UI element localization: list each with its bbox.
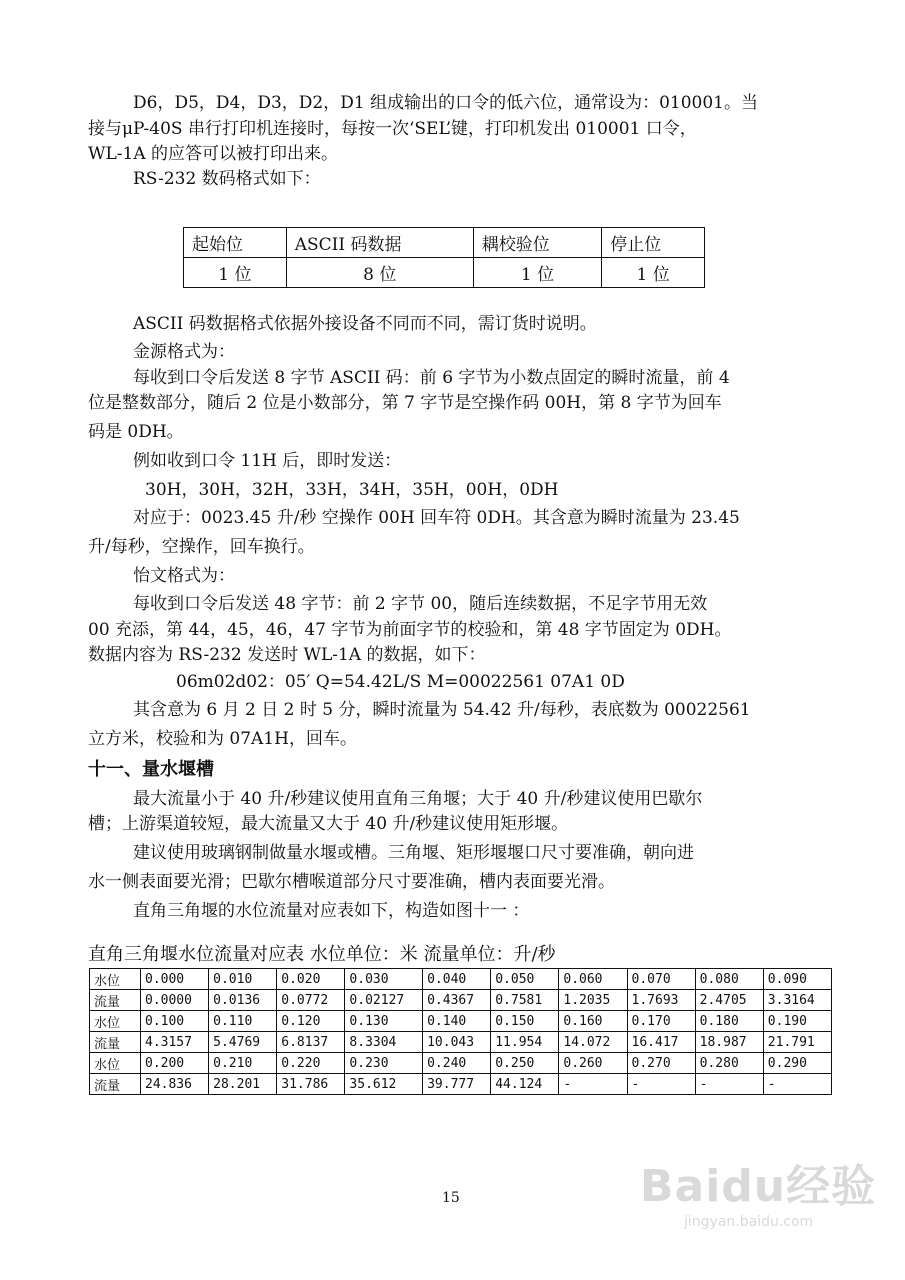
table-cell: 2.4705 xyxy=(695,990,763,1011)
paragraph-line: 例如收到口令 11H 后，即时发送： xyxy=(133,451,402,471)
table-cell: - xyxy=(559,1074,627,1095)
paragraph-line: D6，D5，D4，D3，D2，D1 组成输出的口令的低六位，通常设为：010001。当 xyxy=(133,93,758,113)
code-line: 30H，30H，32H，33H，34H，35H，00H，0DH xyxy=(145,480,559,500)
table-cell: 18.987 xyxy=(695,1032,763,1053)
paragraph-line: 最大流量小于 40 升/秒建议使用直角三角堰；大于 40 升/秒建议使用巴歇尔 xyxy=(133,789,703,809)
table-cell: 0.270 xyxy=(627,1053,695,1074)
table-cell: 1.7693 xyxy=(627,990,695,1011)
table-row xyxy=(90,1074,832,1095)
table-cell: 0.210 xyxy=(209,1053,277,1074)
table-cell: 1.2035 xyxy=(559,990,627,1011)
table-cell: 0.030 xyxy=(345,969,423,990)
table-cell: 0.180 xyxy=(695,1011,763,1032)
section-heading: 十一、量水堰槽 xyxy=(88,759,214,780)
paragraph-line: 数据内容为 RS-232 发送时 WL-1A 的数据，如下： xyxy=(88,645,486,665)
table-cell: 0.0000 xyxy=(141,990,209,1011)
weir-flow-table xyxy=(89,968,832,1095)
rs232-format-table xyxy=(183,227,705,288)
table-header: 起始位 xyxy=(184,228,287,258)
table-cell: 35.612 xyxy=(345,1074,423,1095)
table-row xyxy=(90,1032,832,1053)
table-cell: 0.120 xyxy=(277,1011,345,1032)
paragraph-line: ASCII 码数据格式依据外接设备不同而不同，需订货时说明。 xyxy=(133,314,597,334)
table-title: 直角三角堰水位流量对应表 水位单位：米 流量单位：升/秒 xyxy=(88,944,556,965)
table-cell: 4.3157 xyxy=(141,1032,209,1053)
table-cell: - xyxy=(627,1074,695,1095)
table-cell: 0.220 xyxy=(277,1053,345,1074)
paragraph-line: 位是整数部分，随后 2 位是小数部分，第 7 字节是空操作码 00H，第 8 字节为回车 xyxy=(88,393,722,413)
table-cell: 0.100 xyxy=(141,1011,209,1032)
paragraph-line: WL-1A 的应答可以被打印出来。 xyxy=(88,144,339,164)
table-cell: 0.160 xyxy=(559,1011,627,1032)
table-cell: 0.050 xyxy=(491,969,559,990)
table-cell: 0.02127 xyxy=(345,990,423,1011)
paragraph-line: 立方米，校验和为 07A1H，回车。 xyxy=(88,729,357,749)
paragraph-line: 直角三角堰的水位流量对应表如下，构造如图十一 ： xyxy=(133,901,530,921)
table-cell: 0.070 xyxy=(627,969,695,990)
row-label: 流量 xyxy=(90,1032,141,1053)
paragraph-line: 水一侧表面要光滑；巴歇尔槽喉道部分尺寸要准确，槽内表面要光滑。 xyxy=(88,872,615,892)
paragraph-line: 每收到口令后发送 8 字节 ASCII 码：前 6 字节为小数点固定的瞬时流量，前 4 xyxy=(133,368,730,388)
table-cell: 0.170 xyxy=(627,1011,695,1032)
table-cell: 0.080 xyxy=(695,969,763,990)
table-cell: 39.777 xyxy=(423,1074,491,1095)
paragraph-line: 金源格式为： xyxy=(133,342,235,362)
table-cell: 0.150 xyxy=(491,1011,559,1032)
table-cell: 0.200 xyxy=(141,1053,209,1074)
table-cell: 0.190 xyxy=(763,1011,831,1032)
table-cell: 0.020 xyxy=(277,969,345,990)
table-cell: 8.3304 xyxy=(345,1032,423,1053)
table-cell: 0.0772 xyxy=(277,990,345,1011)
page-number: 15 xyxy=(442,1190,460,1206)
table-cell: 0.250 xyxy=(491,1053,559,1074)
table-cell: 0.290 xyxy=(763,1053,831,1074)
paragraph-line: 建议使用玻璃钢制做量水堰或槽。三角堰、矩形堰堰口尺寸要准确，朝向进 xyxy=(133,843,694,863)
code-line: 06m02d02：05′ Q=54.42L/S M=00022561 07A1 0D xyxy=(176,672,625,692)
table-cell: 10.043 xyxy=(423,1032,491,1053)
paragraph-line: 每收到口令后发送 48 字节：前 2 字节 00，随后连续数据，不足字节用无效 xyxy=(133,594,708,614)
table-cell: 44.124 xyxy=(491,1074,559,1095)
table-cell: 0.010 xyxy=(209,969,277,990)
table-cell: 0.230 xyxy=(345,1053,423,1074)
table-header: ASCII 码数据 xyxy=(286,228,473,258)
paragraph-line: 接与μP-40S 串行打印机连接时，每按一次‘SEL’键，打印机发出 010001 口令， xyxy=(88,119,697,139)
watermark-logo: Baidu经验 xyxy=(640,1161,877,1212)
table-header: 耦校验位 xyxy=(473,228,601,258)
table-row xyxy=(90,990,832,1011)
table-cell: 11.954 xyxy=(491,1032,559,1053)
paragraph-line: 00 充添，第 44，45，46，47 字节为前面字节的校验和，第 48 字节固定为 0DH。 xyxy=(88,620,732,640)
watermark-url: jingyan.baidu.com xyxy=(684,1214,814,1230)
table-cell: 0.040 xyxy=(423,969,491,990)
baidu-watermark xyxy=(640,1150,877,1230)
paragraph-line: 其含意为 6 月 2 日 2 时 5 分，瞬时流量为 54.42 升/每秒，表底数为 00022561 xyxy=(133,700,751,720)
paragraph-line: 升/每秒，空操作，回车换行。 xyxy=(88,537,315,557)
table-cell: 28.201 xyxy=(209,1074,277,1095)
table-cell: 0.260 xyxy=(559,1053,627,1074)
table-cell: 0.000 xyxy=(141,969,209,990)
row-label: 流量 xyxy=(90,1074,141,1095)
table-cell: 21.791 xyxy=(763,1032,831,1053)
table-row xyxy=(90,969,832,990)
paragraph-line: 怡文格式为： xyxy=(133,566,235,586)
table-cell: 0.280 xyxy=(695,1053,763,1074)
table-cell: 5.4769 xyxy=(209,1032,277,1053)
table-cell: - xyxy=(695,1074,763,1095)
table-cell: 0.060 xyxy=(559,969,627,990)
table-header: 停止位 xyxy=(602,228,705,258)
row-label: 水位 xyxy=(90,1011,141,1032)
table-row xyxy=(90,1053,832,1074)
table-cell: 0.240 xyxy=(423,1053,491,1074)
table-cell: 0.4367 xyxy=(423,990,491,1011)
paragraph-line: 槽；上游渠道较短，最大流量又大于 40 升/秒建议使用矩形堰。 xyxy=(88,814,569,834)
table-cell: 0.7581 xyxy=(491,990,559,1011)
row-label: 水位 xyxy=(90,1053,141,1074)
table-cell: 14.072 xyxy=(559,1032,627,1053)
table-cell: 0.090 xyxy=(763,969,831,990)
row-label: 水位 xyxy=(90,969,141,990)
table-cell: 1 位 xyxy=(184,258,287,288)
table-cell: 24.836 xyxy=(141,1074,209,1095)
row-label: 流量 xyxy=(90,990,141,1011)
table-cell: 3.3164 xyxy=(763,990,831,1011)
table-cell: 1 位 xyxy=(602,258,705,288)
table-cell: 31.786 xyxy=(277,1074,345,1095)
table-cell: 0.140 xyxy=(423,1011,491,1032)
table-cell: 16.417 xyxy=(627,1032,695,1053)
table-row xyxy=(90,1011,832,1032)
table-cell: 0.130 xyxy=(345,1011,423,1032)
table-cell: 0.0136 xyxy=(209,990,277,1011)
table-cell: 8 位 xyxy=(286,258,473,288)
table-cell: 6.8137 xyxy=(277,1032,345,1053)
paragraph-line: 对应于：0023.45 升/秒 空操作 00H 回车符 0DH。其含意为瞬时流量为 23.45 xyxy=(133,508,740,528)
table-cell: - xyxy=(763,1074,831,1095)
paragraph-line: RS-232 数码格式如下： xyxy=(133,169,321,189)
table-cell: 1 位 xyxy=(473,258,601,288)
table-cell: 0.110 xyxy=(209,1011,277,1032)
paragraph-line: 码是 0DH。 xyxy=(88,422,184,442)
